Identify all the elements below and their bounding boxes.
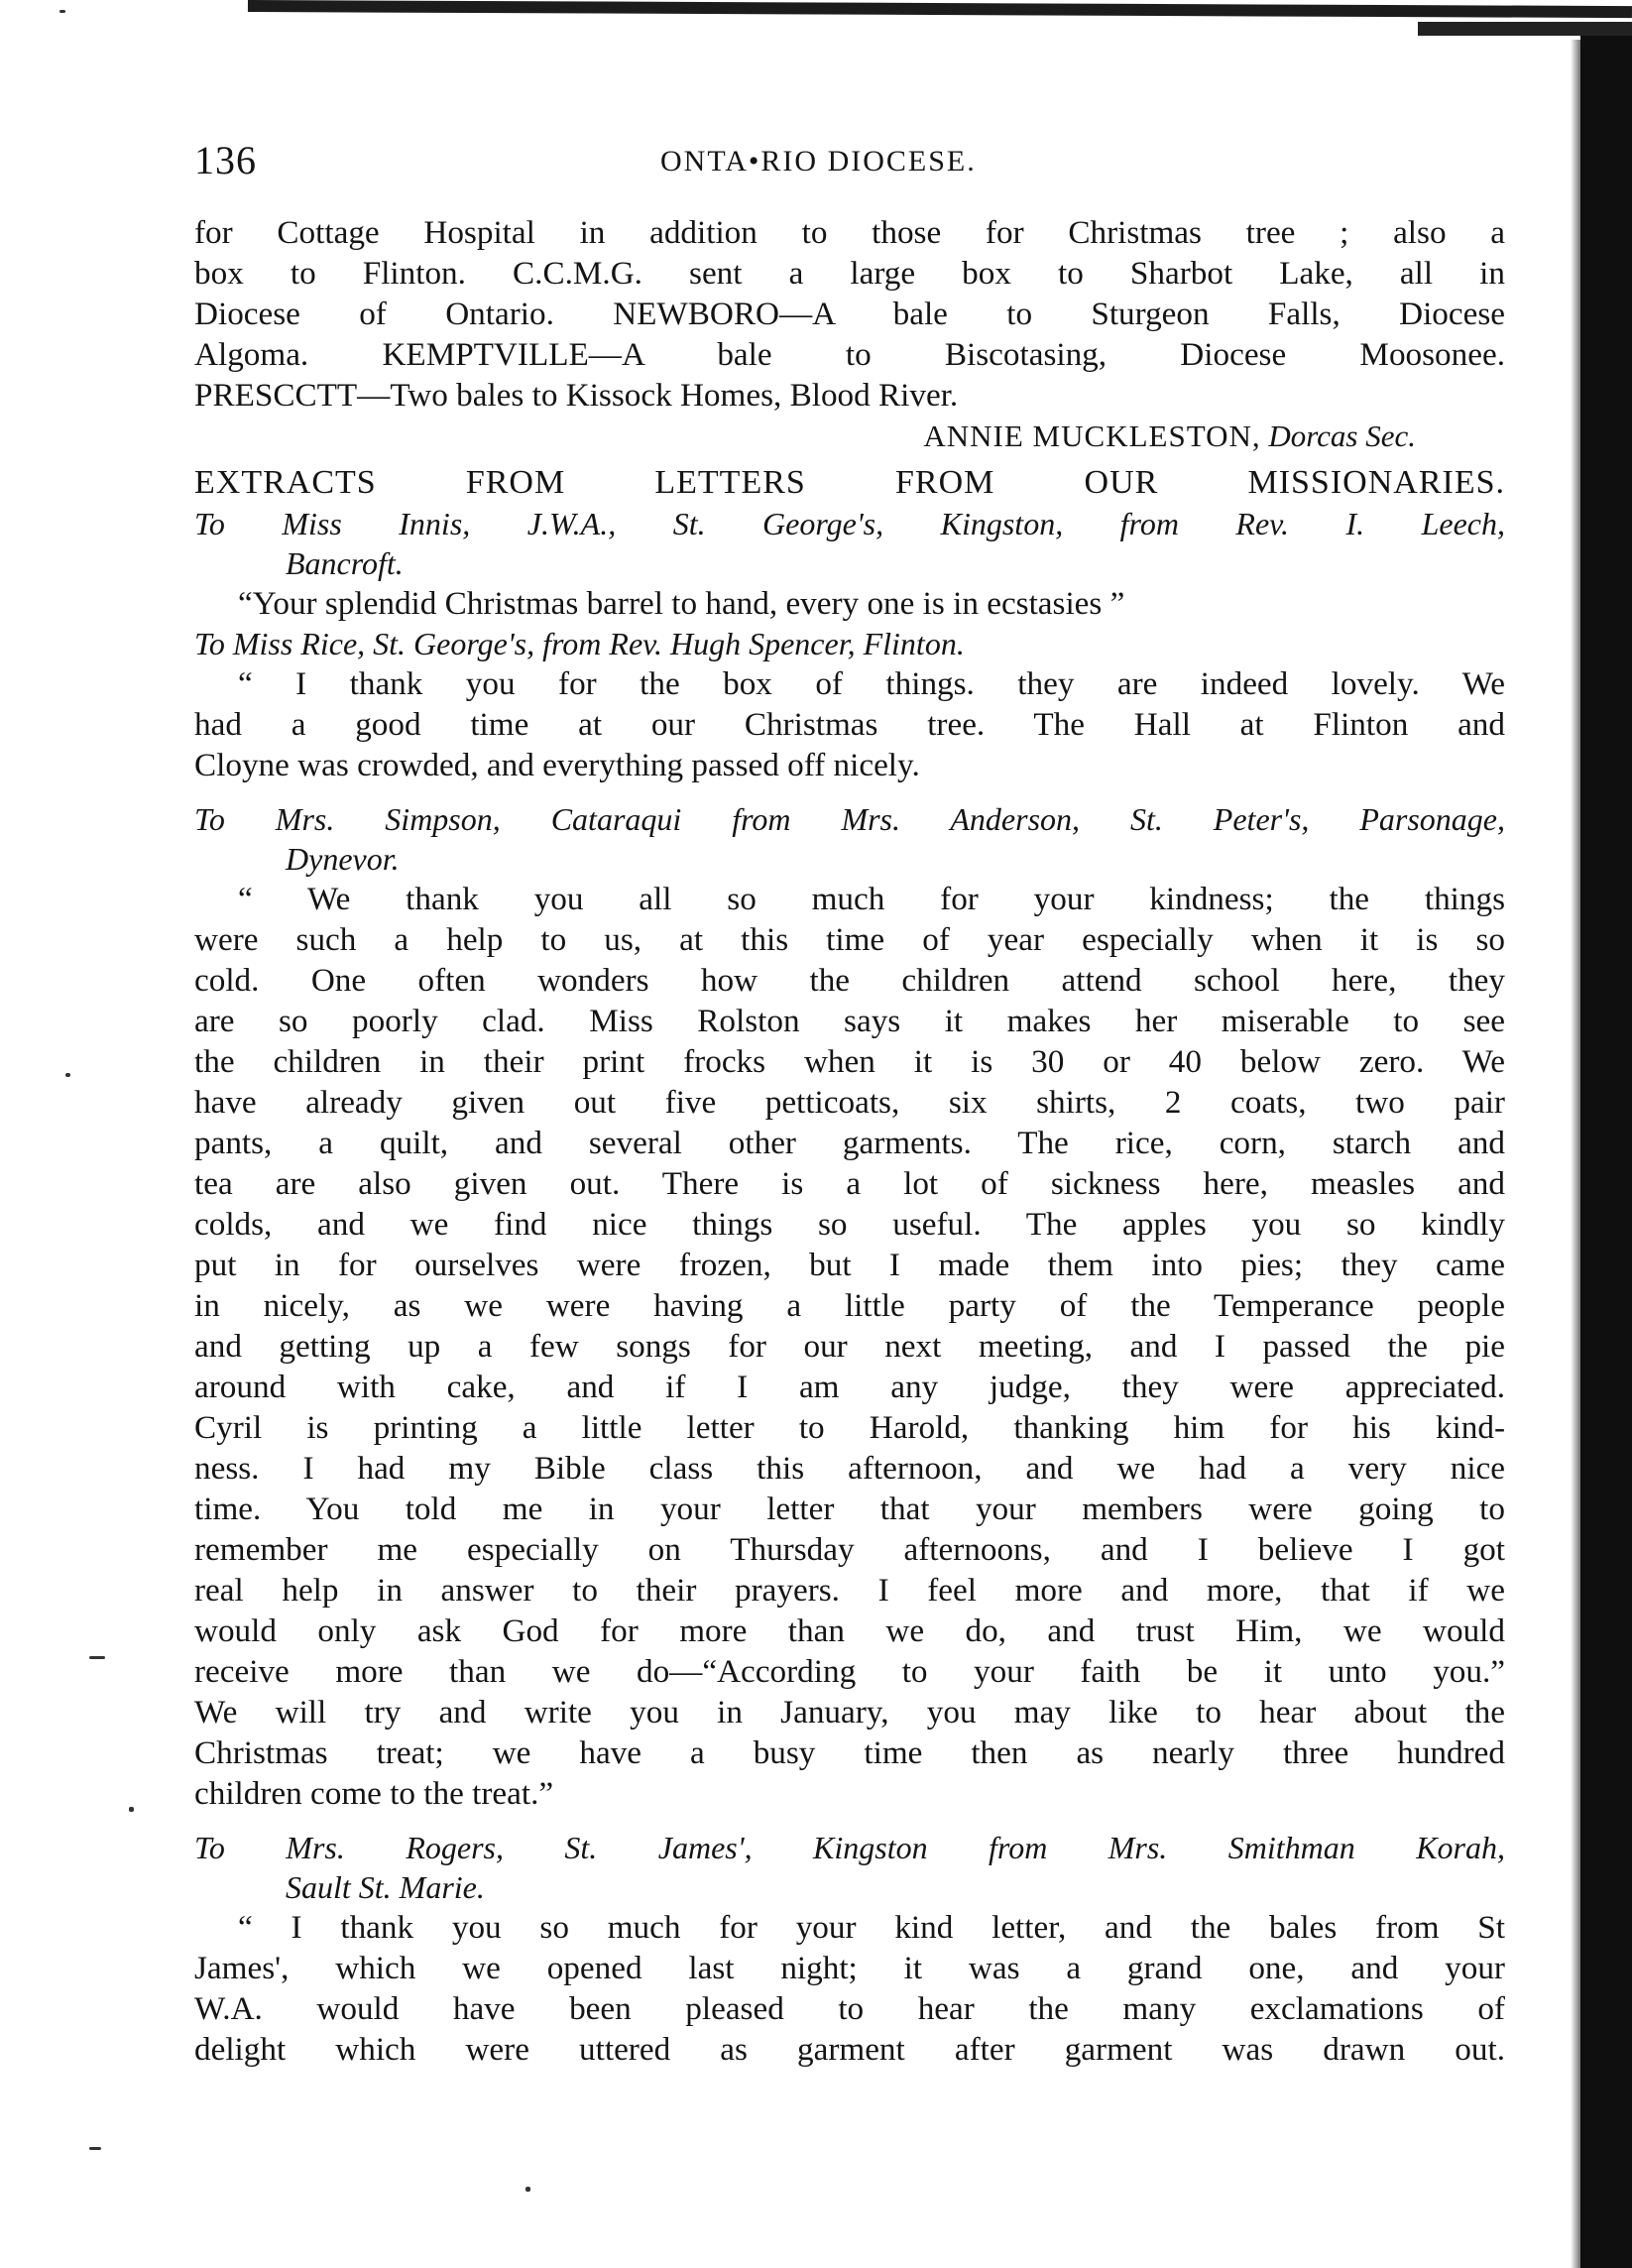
section-heading: EXTRACTS FROM LETTERS FROM OUR MISSIONARIES.: [194, 464, 1505, 501]
text-line: “ I thank you so much for your kind letter, and the bales from St: [238, 1909, 1505, 1946]
address-line: Bancroft.: [286, 545, 404, 581]
text-line: children come to the treat.”: [194, 1775, 554, 1812]
scan-edge-shadow: [1571, 40, 1580, 2268]
signature-name: ANNIE MUCKLESTON,: [923, 418, 1261, 453]
page-text-block: [194, 137, 1505, 2070]
letter-address: [194, 799, 1505, 879]
text-line: “Your splendid Christmas barrel to hand, every one is in ecstasies ”: [238, 585, 1125, 622]
scan-top-rule: [248, 0, 1632, 18]
address-line: To Miss Rice, St. George's, from Rev. Hugh Spencer, Flinton.: [194, 626, 965, 661]
text-line: Algoma. KEMPTVILLE—A bale to Biscotasing, Diocese Moosonee.: [194, 336, 1505, 373]
text-line: had a good time at our Christmas tree. The Hall at Flinton and: [194, 706, 1505, 743]
text-line: PRESCCTT—Two bales to Kissock Homes, Blood River.: [194, 377, 959, 414]
scan-speck: [89, 1656, 105, 1659]
text-line: “ I thank you for the box of things. they are indeed lovely. We: [238, 665, 1505, 702]
text-line: colds, and we find nice things so useful. The apples you so kindly: [194, 1206, 1505, 1243]
letter-body: [194, 583, 1505, 624]
text-line: the children in their print frocks when it is 30 or 40 below zero. We: [194, 1043, 1505, 1080]
text-line: and getting up a few songs for our next meeting, and I passed the pie: [194, 1328, 1505, 1365]
scan-speck: [129, 1807, 134, 1812]
text-line: in nicely, as we were having a little party of the Temperance people: [194, 1287, 1505, 1324]
running-title: ONTA•RIO DIOCESE.: [660, 145, 977, 178]
signature: [194, 416, 1505, 456]
address-line: Dynevor.: [286, 841, 400, 877]
text-line: for Cottage Hospital in addition to those for Christmas tree ; also a: [194, 214, 1505, 251]
text-line: were such a help to us, at this time of year especially when it is so: [194, 921, 1505, 958]
letter-address: [194, 504, 1505, 583]
text-line: ness. I had my Bible class this afternoon, and we had a very nice: [194, 1450, 1505, 1487]
text-line: real help in answer to their prayers. I feel more and more, that if we: [194, 1572, 1505, 1609]
running-head: [194, 137, 1505, 194]
scan-speck: [525, 2187, 530, 2192]
text-line: time. You told me in your letter that your members were going to: [194, 1491, 1505, 1527]
text-line: W.A. would have been pleased to hear the many exclamations of: [194, 1990, 1505, 2027]
text-line: around with cake, and if I am any judge, they were appreciated.: [194, 1369, 1505, 1405]
page-number: 136: [194, 138, 257, 182]
text-line: remember me especially on Thursday afternoons, and I believe I got: [194, 1531, 1505, 1568]
text-line: are so poorly clad. Miss Rolston says it makes her miserable to see: [194, 1003, 1505, 1039]
text-line: tea are also given out. There is a lot of sickness here, measles and: [194, 1165, 1505, 1202]
text-line: “ We thank you all so much for your kindness; the things: [238, 881, 1505, 917]
letter-body: [194, 663, 1505, 785]
address-line: To Mrs. Rogers, St. James', Kingston from Mrs. Smithman Korah,: [194, 1830, 1505, 1865]
spacer: [194, 785, 1505, 799]
letter-address: [194, 1828, 1505, 1907]
letter-body: [194, 1907, 1505, 2070]
text-line: James', which we opened last night; it was a grand one, and your: [194, 1950, 1505, 1986]
signature-title: Dorcas Sec.: [1268, 418, 1416, 453]
text-line: Christmas treat; we have a busy time then as nearly three hundred: [194, 1734, 1505, 1771]
address-line: To Miss Innis, J.W.A., St. George's, Kingston, from Rev. I. Leech,: [194, 506, 1505, 541]
text-line: would only ask God for more than we do, and trust Him, we would: [194, 1612, 1505, 1649]
scan-speck: [59, 10, 65, 13]
spacer: [194, 1814, 1505, 1828]
text-line: receive more than we do—“According to your faith be it unto you.”: [194, 1653, 1505, 1690]
text-line: Diocese of Ontario. NEWBORO—A bale to Sturgeon Falls, Diocese: [194, 296, 1505, 332]
scan-top-rule-corner: [1418, 22, 1632, 36]
text-line: pants, a quilt, and several other garments. The rice, corn, starch and: [194, 1125, 1505, 1161]
text-line: have already given out five petticoats, six shirts, 2 coats, two pair: [194, 1084, 1505, 1121]
scan-speck: [65, 1073, 70, 1077]
text-line: box to Flinton. C.C.M.G. sent a large box to Sharbot Lake, all in: [194, 255, 1505, 292]
text-line: cold. One often wonders how the children attend school here, they: [194, 962, 1505, 999]
text-line: We will try and write you in January, you may like to hear about the: [194, 1694, 1505, 1731]
text-line: Cloyne was crowded, and everything passed off nicely.: [194, 747, 920, 783]
text-line: put in for ourselves were frozen, but I made them into pies; they came: [194, 1247, 1505, 1283]
intro-paragraph: [194, 212, 1505, 416]
address-line: Sault St. Marie.: [286, 1869, 485, 1905]
scan-speck: [89, 2147, 101, 2150]
scan-right-edge: [1580, 36, 1632, 2268]
address-line: To Mrs. Simpson, Cataraqui from Mrs. Anderson, St. Peter's, Parsonage,: [194, 801, 1505, 837]
text-line: Cyril is printing a little letter to Harold, thanking him for his kind-: [194, 1409, 1505, 1446]
letter-body: [194, 879, 1505, 1814]
text-line: delight which were uttered as garment after garment was drawn out.: [194, 2031, 1505, 2068]
letter-address: [194, 624, 1505, 663]
